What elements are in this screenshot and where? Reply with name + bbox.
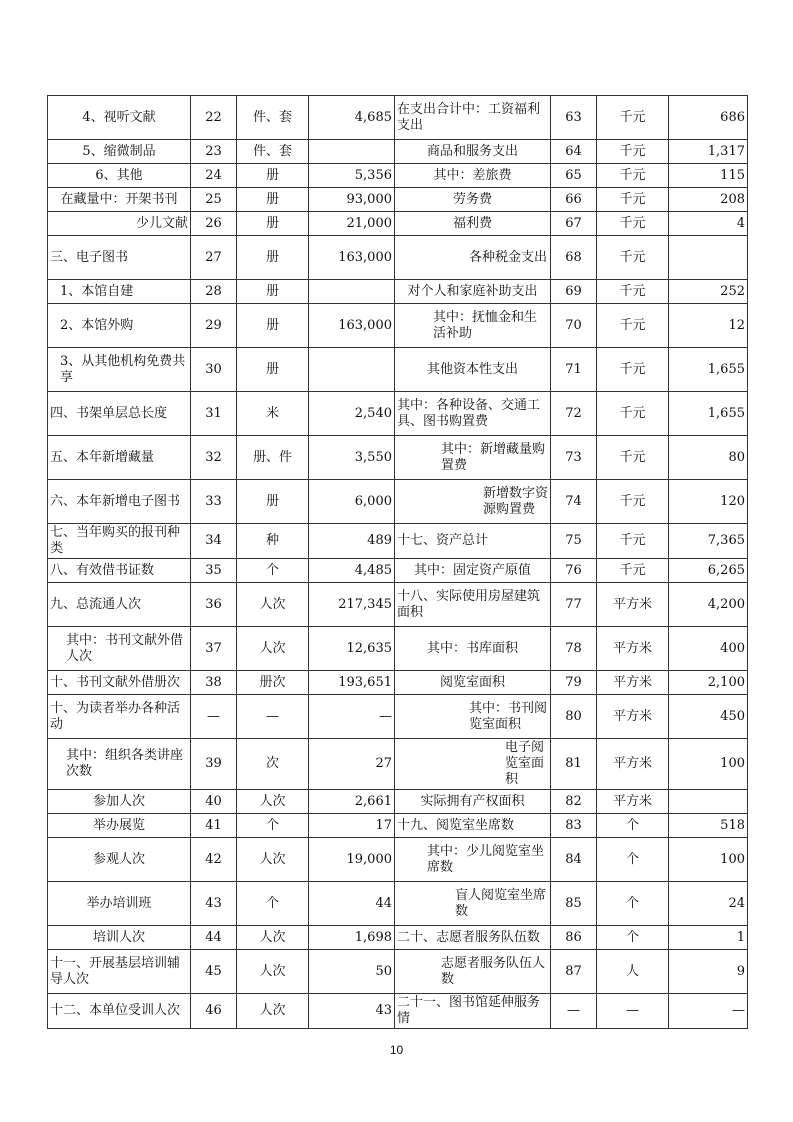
left-code-cell: 45 xyxy=(191,950,237,994)
left-item-cell: 少儿文献 xyxy=(48,212,191,236)
right-code-cell: 83 xyxy=(551,814,597,838)
right-value-cell: 2,100 xyxy=(669,671,748,695)
left-code-cell: 36 xyxy=(191,583,237,627)
right-code-cell: 65 xyxy=(551,164,597,188)
right-item-cell: 在支出合计中：工资福利支出 xyxy=(395,96,551,140)
left-value-cell: 217,345 xyxy=(309,583,395,627)
right-unit-cell: 千元 xyxy=(597,188,669,212)
left-item-cell: 培训人次 xyxy=(48,926,191,950)
table-row xyxy=(48,739,748,790)
table-row xyxy=(48,480,748,524)
left-code-cell: 44 xyxy=(191,926,237,950)
table-row xyxy=(48,212,748,236)
left-item-cell: 4、视听文献 xyxy=(48,96,191,140)
right-item-cell: 其中：固定资产原值 xyxy=(395,559,551,583)
right-unit-cell: 千元 xyxy=(597,236,669,280)
table-row xyxy=(48,164,748,188)
right-unit-cell: 个 xyxy=(597,926,669,950)
table-row xyxy=(48,994,748,1029)
left-value-cell: 27 xyxy=(309,739,395,790)
table-row xyxy=(48,188,748,212)
left-value-cell: 44 xyxy=(309,882,395,926)
right-code-cell: 67 xyxy=(551,212,597,236)
left-value-cell: 163,000 xyxy=(309,236,395,280)
right-item-cell: 新增数字资源购置费 xyxy=(395,480,551,524)
table-row xyxy=(48,140,748,164)
table-row xyxy=(48,392,748,436)
right-unit-cell: 千元 xyxy=(597,304,669,348)
right-unit-cell: 千元 xyxy=(597,392,669,436)
right-code-cell: 75 xyxy=(551,524,597,559)
right-value-cell: 400 xyxy=(669,627,748,671)
right-value-cell: 6,265 xyxy=(669,559,748,583)
table-body xyxy=(48,96,748,1029)
left-value-cell: 5,356 xyxy=(309,164,395,188)
right-value-cell: 4,200 xyxy=(669,583,748,627)
left-code-cell: 46 xyxy=(191,994,237,1029)
left-code-cell: 29 xyxy=(191,304,237,348)
left-unit-cell: 册 xyxy=(237,236,309,280)
right-value-cell: 80 xyxy=(669,436,748,480)
right-code-cell: 64 xyxy=(551,140,597,164)
left-value-cell xyxy=(309,140,395,164)
table-row xyxy=(48,304,748,348)
left-value-cell: 163,000 xyxy=(309,304,395,348)
left-unit-cell: 册 xyxy=(237,348,309,392)
right-code-cell: 85 xyxy=(551,882,597,926)
left-value-cell: 19,000 xyxy=(309,838,395,882)
left-code-cell: 34 xyxy=(191,524,237,559)
left-value-cell xyxy=(309,280,395,304)
left-unit-cell: 人次 xyxy=(237,950,309,994)
right-unit-cell: 千元 xyxy=(597,480,669,524)
right-unit-cell: 个 xyxy=(597,882,669,926)
right-item-cell: 其中：抚恤金和生活补助 xyxy=(395,304,551,348)
left-code-cell: 41 xyxy=(191,814,237,838)
right-unit-cell: 个 xyxy=(597,838,669,882)
right-item-cell: 阅览室面积 xyxy=(395,671,551,695)
left-unit-cell: 件、套 xyxy=(237,96,309,140)
right-unit-cell: 千元 xyxy=(597,280,669,304)
right-value-cell xyxy=(669,236,748,280)
table-row xyxy=(48,236,748,280)
table-row xyxy=(48,627,748,671)
left-item-cell: 3、从其他机构免费共享 xyxy=(48,348,191,392)
table-row xyxy=(48,559,748,583)
left-item-cell: 其中：书刊文献外借人次 xyxy=(48,627,191,671)
left-unit-cell: 册次 xyxy=(237,671,309,695)
table-row xyxy=(48,348,748,392)
page-number: 10 xyxy=(389,1043,404,1057)
right-item-cell: 福利费 xyxy=(395,212,551,236)
left-unit-cell: 人次 xyxy=(237,926,309,950)
left-unit-cell: 册 xyxy=(237,188,309,212)
table-row xyxy=(48,790,748,814)
left-unit-cell: 人次 xyxy=(237,583,309,627)
left-code-cell: 35 xyxy=(191,559,237,583)
right-unit-cell: 人 xyxy=(597,950,669,994)
left-value-cell: 17 xyxy=(309,814,395,838)
right-item-cell: 对个人和家庭补助支出 xyxy=(395,280,551,304)
right-value-cell: 252 xyxy=(669,280,748,304)
left-item-cell: 1、本馆自建 xyxy=(48,280,191,304)
right-code-cell: 74 xyxy=(551,480,597,524)
right-item-cell: 电子阅览室面积 xyxy=(395,739,551,790)
left-code-cell: 22 xyxy=(191,96,237,140)
right-value-cell: 4 xyxy=(669,212,748,236)
left-value-cell: 4,485 xyxy=(309,559,395,583)
right-item-cell: 各种税金支出 xyxy=(395,236,551,280)
right-unit-cell: 千元 xyxy=(597,436,669,480)
table-row xyxy=(48,280,748,304)
right-code-cell: — xyxy=(551,994,597,1029)
right-item-cell: 其中：新增藏量购置费 xyxy=(395,436,551,480)
right-unit-cell: 平方米 xyxy=(597,627,669,671)
left-code-cell: 28 xyxy=(191,280,237,304)
right-item-cell: 二十一、图书馆延伸服务情 xyxy=(395,994,551,1029)
left-value-cell: 3,550 xyxy=(309,436,395,480)
left-value-cell: 1,698 xyxy=(309,926,395,950)
left-unit-cell: 个 xyxy=(237,882,309,926)
left-item-cell: 参观人次 xyxy=(48,838,191,882)
left-unit-cell: 册 xyxy=(237,164,309,188)
left-item-cell: 五、本年新增藏量 xyxy=(48,436,191,480)
left-value-cell: 489 xyxy=(309,524,395,559)
left-value-cell: 43 xyxy=(309,994,395,1029)
left-item-cell: 举办展览 xyxy=(48,814,191,838)
left-unit-cell: 册 xyxy=(237,212,309,236)
left-unit-cell: 人次 xyxy=(237,790,309,814)
left-item-cell: 2、本馆外购 xyxy=(48,304,191,348)
right-item-cell: 盲人阅览室坐席数 xyxy=(395,882,551,926)
right-unit-cell: — xyxy=(597,994,669,1029)
right-item-cell: 其中：差旅费 xyxy=(395,164,551,188)
left-item-cell: 举办培训班 xyxy=(48,882,191,926)
left-unit-cell: 人次 xyxy=(237,994,309,1029)
left-value-cell: 2,661 xyxy=(309,790,395,814)
left-value-cell: 12,635 xyxy=(309,627,395,671)
left-code-cell: 31 xyxy=(191,392,237,436)
left-code-cell: — xyxy=(191,695,237,739)
table-row xyxy=(48,950,748,994)
right-item-cell: 其中：各种设备、交通工具、图书购置费 xyxy=(395,392,551,436)
right-code-cell: 82 xyxy=(551,790,597,814)
left-code-cell: 38 xyxy=(191,671,237,695)
left-unit-cell: 次 xyxy=(237,739,309,790)
right-unit-cell: 平方米 xyxy=(597,695,669,739)
right-value-cell: 12 xyxy=(669,304,748,348)
left-item-cell: 十、书刊文献外借册次 xyxy=(48,671,191,695)
left-unit-cell: 个 xyxy=(237,559,309,583)
left-unit-cell: 人次 xyxy=(237,838,309,882)
table-row xyxy=(48,671,748,695)
right-value-cell: 450 xyxy=(669,695,748,739)
left-item-cell: 十一、开展基层培训辅导人次 xyxy=(48,950,191,994)
left-unit-cell: 种 xyxy=(237,524,309,559)
left-value-cell: — xyxy=(309,695,395,739)
right-value-cell: 7,365 xyxy=(669,524,748,559)
right-unit-cell: 千元 xyxy=(597,348,669,392)
right-code-cell: 66 xyxy=(551,188,597,212)
left-code-cell: 27 xyxy=(191,236,237,280)
right-code-cell: 73 xyxy=(551,436,597,480)
left-value-cell: 193,651 xyxy=(309,671,395,695)
left-item-cell: 六、本年新增电子图书 xyxy=(48,480,191,524)
table-row xyxy=(48,838,748,882)
right-value-cell: 686 xyxy=(669,96,748,140)
table-row xyxy=(48,695,748,739)
right-value-cell: 1,655 xyxy=(669,392,748,436)
right-unit-cell: 千元 xyxy=(597,164,669,188)
left-item-cell: 四、书架单层总长度 xyxy=(48,392,191,436)
left-code-cell: 42 xyxy=(191,838,237,882)
left-item-cell: 参加人次 xyxy=(48,790,191,814)
right-unit-cell: 平方米 xyxy=(597,671,669,695)
right-item-cell: 十八、实际使用房屋建筑面积 xyxy=(395,583,551,627)
right-unit-cell: 千元 xyxy=(597,524,669,559)
left-value-cell: 21,000 xyxy=(309,212,395,236)
right-value-cell: 115 xyxy=(669,164,748,188)
right-code-cell: 77 xyxy=(551,583,597,627)
right-item-cell: 志愿者服务队伍人数 xyxy=(395,950,551,994)
left-unit-cell: 人次 xyxy=(237,627,309,671)
right-code-cell: 87 xyxy=(551,950,597,994)
left-code-cell: 40 xyxy=(191,790,237,814)
right-item-cell: 劳务费 xyxy=(395,188,551,212)
left-code-cell: 37 xyxy=(191,627,237,671)
left-value-cell xyxy=(309,348,395,392)
right-item-cell: 其中：书刊阅览室面积 xyxy=(395,695,551,739)
left-item-cell: 八、有效借书证数 xyxy=(48,559,191,583)
left-item-cell: 十二、本单位受训人次 xyxy=(48,994,191,1029)
right-item-cell: 其他资本性支出 xyxy=(395,348,551,392)
statistics-table-container xyxy=(47,95,747,1029)
right-value-cell: 518 xyxy=(669,814,748,838)
left-item-cell: 十、为读者举办各种活动 xyxy=(48,695,191,739)
right-value-cell: 1 xyxy=(669,926,748,950)
right-code-cell: 71 xyxy=(551,348,597,392)
left-unit-cell: 册 xyxy=(237,304,309,348)
right-code-cell: 81 xyxy=(551,739,597,790)
table-row xyxy=(48,882,748,926)
left-value-cell: 50 xyxy=(309,950,395,994)
right-item-cell: 其中：少儿阅览室坐席数 xyxy=(395,838,551,882)
left-item-cell: 其中：组织各类讲座次数 xyxy=(48,739,191,790)
statistics-table xyxy=(47,95,748,1029)
right-unit-cell: 千元 xyxy=(597,559,669,583)
table-row xyxy=(48,583,748,627)
left-value-cell: 6,000 xyxy=(309,480,395,524)
left-item-cell: 5、缩微制品 xyxy=(48,140,191,164)
right-code-cell: 84 xyxy=(551,838,597,882)
right-code-cell: 86 xyxy=(551,926,597,950)
right-code-cell: 63 xyxy=(551,96,597,140)
right-unit-cell: 千元 xyxy=(597,96,669,140)
right-unit-cell: 个 xyxy=(597,814,669,838)
table-row xyxy=(48,524,748,559)
right-unit-cell: 平方米 xyxy=(597,790,669,814)
left-code-cell: 39 xyxy=(191,739,237,790)
left-unit-cell: 个 xyxy=(237,814,309,838)
right-item-cell: 商品和服务支出 xyxy=(395,140,551,164)
right-item-cell: 其中：书库面积 xyxy=(395,627,551,671)
right-item-cell: 二十、志愿者服务队伍数 xyxy=(395,926,551,950)
left-item-cell: 九、总流通人次 xyxy=(48,583,191,627)
left-value-cell: 2,540 xyxy=(309,392,395,436)
left-code-cell: 32 xyxy=(191,436,237,480)
right-value-cell: 1,655 xyxy=(669,348,748,392)
left-code-cell: 23 xyxy=(191,140,237,164)
left-value-cell: 93,000 xyxy=(309,188,395,212)
right-value-cell: 100 xyxy=(669,739,748,790)
right-value-cell: 208 xyxy=(669,188,748,212)
table-row xyxy=(48,926,748,950)
right-item-cell: 十七、资产总计 xyxy=(395,524,551,559)
right-item-cell: 十九、阅览室坐席数 xyxy=(395,814,551,838)
right-value-cell: — xyxy=(669,994,748,1029)
right-code-cell: 79 xyxy=(551,671,597,695)
right-value-cell: 9 xyxy=(669,950,748,994)
left-unit-cell: 件、套 xyxy=(237,140,309,164)
left-value-cell: 4,685 xyxy=(309,96,395,140)
left-unit-cell: 米 xyxy=(237,392,309,436)
left-code-cell: 33 xyxy=(191,480,237,524)
left-code-cell: 43 xyxy=(191,882,237,926)
left-unit-cell: 册 xyxy=(237,480,309,524)
right-value-cell: 24 xyxy=(669,882,748,926)
right-item-cell: 实际拥有产权面积 xyxy=(395,790,551,814)
right-unit-cell: 千元 xyxy=(597,140,669,164)
left-unit-cell: 册 xyxy=(237,280,309,304)
left-code-cell: 25 xyxy=(191,188,237,212)
right-code-cell: 78 xyxy=(551,627,597,671)
right-code-cell: 68 xyxy=(551,236,597,280)
left-item-cell: 三、电子图书 xyxy=(48,236,191,280)
right-unit-cell: 平方米 xyxy=(597,739,669,790)
right-value-cell: 120 xyxy=(669,480,748,524)
left-item-cell: 6、其他 xyxy=(48,164,191,188)
right-value-cell: 1,317 xyxy=(669,140,748,164)
right-value-cell xyxy=(669,790,748,814)
right-code-cell: 69 xyxy=(551,280,597,304)
right-code-cell: 76 xyxy=(551,559,597,583)
left-code-cell: 26 xyxy=(191,212,237,236)
left-unit-cell: 册、件 xyxy=(237,436,309,480)
left-item-cell: 在藏量中：开架书刊 xyxy=(48,188,191,212)
left-item-cell: 七、当年购买的报刊种类 xyxy=(48,524,191,559)
table-row xyxy=(48,436,748,480)
right-value-cell: 100 xyxy=(669,838,748,882)
left-code-cell: 24 xyxy=(191,164,237,188)
right-code-cell: 70 xyxy=(551,304,597,348)
right-code-cell: 72 xyxy=(551,392,597,436)
right-unit-cell: 平方米 xyxy=(597,583,669,627)
right-unit-cell: 千元 xyxy=(597,212,669,236)
table-row xyxy=(48,814,748,838)
left-code-cell: 30 xyxy=(191,348,237,392)
left-unit-cell: — xyxy=(237,695,309,739)
table-row xyxy=(48,96,748,140)
right-code-cell: 80 xyxy=(551,695,597,739)
